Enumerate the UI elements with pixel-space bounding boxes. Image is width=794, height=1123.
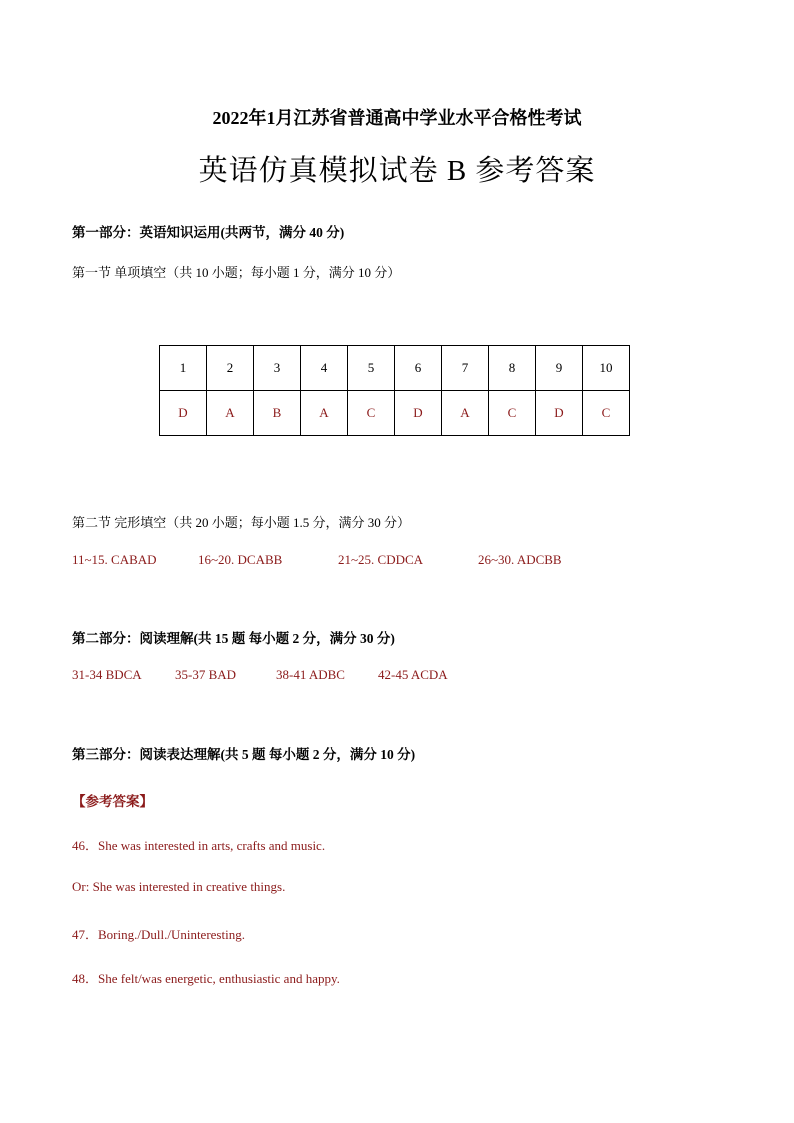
table-cell-number: 9 bbox=[536, 346, 583, 391]
table-cell-number: 2 bbox=[207, 346, 254, 391]
table-cell-answer: C bbox=[348, 391, 395, 436]
exam-subtitle: 英语仿真模拟试卷 B 参考答案 bbox=[198, 155, 596, 187]
table-cell-answer: A bbox=[301, 391, 348, 436]
cloze-answers-3: 21~25. CDDCA bbox=[338, 552, 424, 567]
part1-heading: 第一部分：英语知识运用(共两节，满分 40 分) bbox=[72, 225, 345, 240]
table-cell-answer: D bbox=[160, 391, 207, 436]
table-cell-number: 8 bbox=[489, 346, 536, 391]
table-cell-number: 6 bbox=[395, 346, 442, 391]
table-cell-number: 7 bbox=[442, 346, 489, 391]
table-cell-number: 1 bbox=[160, 346, 207, 391]
table-cell-answer: C bbox=[489, 391, 536, 436]
exam-title: 2022年1月江苏省普通高中学业水平合格性考试 bbox=[212, 108, 582, 128]
table-cell-answer: B bbox=[254, 391, 301, 436]
table-cell-answer: D bbox=[536, 391, 583, 436]
table-cell-answer: A bbox=[207, 391, 254, 436]
table-cell-number: 4 bbox=[301, 346, 348, 391]
section1-heading: 第一节 单项填空（共 10 小题；每小题 1 分，满分 10 分） bbox=[72, 265, 401, 280]
reference-answer-label: 【参考答案】 bbox=[72, 794, 153, 809]
reading-answers-1: 31-34 BDCA bbox=[72, 667, 142, 682]
table-cell-number: 5 bbox=[348, 346, 395, 391]
table-row-answers bbox=[160, 391, 630, 436]
part2-heading: 第二部分：阅读理解(共 15 题 每小题 2 分，满分 30 分) bbox=[72, 631, 395, 646]
table-cell-number: 3 bbox=[254, 346, 301, 391]
cloze-answers-4: 26~30. ADCBB bbox=[478, 552, 562, 567]
answer-line-46-alt: Or: She was interested in creative things. bbox=[72, 879, 286, 894]
cloze-answers-1: 11~15. CABAD bbox=[72, 552, 157, 567]
table-row-numbers bbox=[160, 346, 630, 391]
answer-table bbox=[159, 345, 630, 436]
answer-line-47: 47．Boring./Dull./Uninteresting. bbox=[72, 927, 245, 942]
table-cell-answer: D bbox=[395, 391, 442, 436]
section2-heading: 第二节 完形填空（共 20 小题；每小题 1.5 分，满分 30 分） bbox=[72, 515, 411, 530]
reading-answers-4: 42-45 ACDA bbox=[378, 667, 448, 682]
table-cell-answer: A bbox=[442, 391, 489, 436]
answer-line-48: 48．She felt/was energetic, enthusiastic and happy. bbox=[72, 971, 340, 986]
table-cell-answer: C bbox=[583, 391, 630, 436]
reading-answers-2: 35-37 BAD bbox=[175, 667, 237, 682]
table-cell-number: 10 bbox=[583, 346, 630, 391]
part3-heading: 第三部分：阅读表达理解(共 5 题 每小题 2 分，满分 10 分) bbox=[72, 747, 416, 762]
reading-answers-3: 38-41 ADBC bbox=[276, 667, 345, 682]
answer-line-46: 46．She was interested in arts, crafts and music. bbox=[72, 838, 326, 853]
cloze-answers-2: 16~20. DCABB bbox=[198, 552, 283, 567]
